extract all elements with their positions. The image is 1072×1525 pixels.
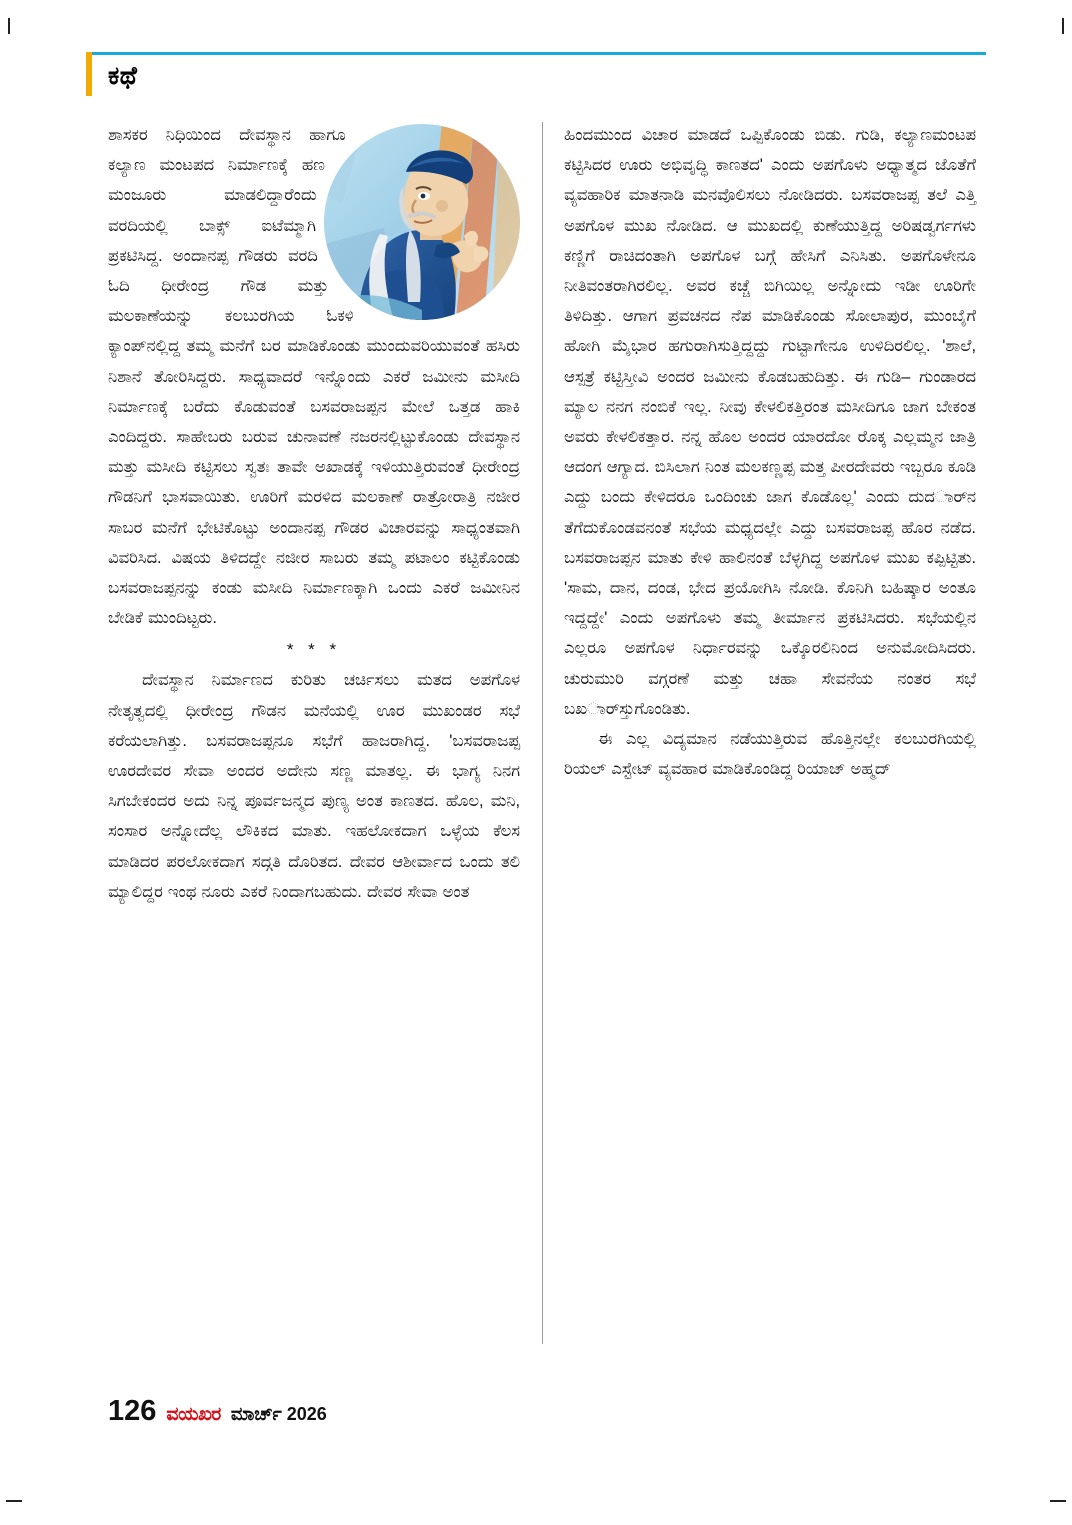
article-body [108, 120, 976, 1350]
folio-number: 126 [108, 1395, 157, 1427]
crop-mark-top-right [1062, 18, 1064, 34]
section-kicker: ಕಥೆ [108, 62, 138, 90]
masthead-label: ವಯಖರ [166, 1404, 221, 1425]
paragraph: ಹಿಂದಮುಂದ ವಿಚಾರ ಮಾಡದೆ ಒಪ್ಪಿಕೊಂಡು ಬಿಡು. ಗುಡಿ, ಕಲ್ಯಾಣಮಂಟಪ ಕಟ್ಟಿಸಿದರ ಊರು ಅಭಿವೃದ್ಧಿ ಕಾಣತದ' ಎಂದು ಅಪಗೊಳು ಅಧ್ಯಾತ್ಮದ ಜೊತೆಗೆ ವ್ಯವಹಾರಿಕ ಮಾತನಾಡಿ ಮನವೊಲಿಸಲು ನೋಡಿದರು. ಬಸವರಾಜಪ್ಪ ತಲೆ ಎತ್ತಿ ಅಪಗೊಳ ಮುಖ ನೋಡಿದ. ಆ ಮುಖದಲ್ಲಿ ಕುಣೆಯುತ್ತಿದ್ದ ಅರಿಷಡ್ವರ್ಗಗಳು ಕಣ್ಣಿಗೆ ರಾಚಿದಂತಾಗಿ ಅಪಗೊಳ ಬಗ್ಗೆ ಹೇಸಿಗೆ ಎನಿಸಿತು. ಅಪಗೊಳೇನೂ ನೀತಿವಂತರಾಗಿರಲಿಲ್ಲ. ಅವರ ಕಚ್ಚೆ ಬಿಗಿಯಿಲ್ಲ ಅನ್ನೋದು ಇಡೀ ಊರಿಗೇ ತಿಳಿದಿತ್ತು. ಆಗಾಗ ಪ್ರವಚನದ ನೆಪ ಮಾಡಿಕೊಂಡು ಸೋಲಾಪುರ, ಮುಂಬೈಗೆ ಹೋಗಿ ಮೈಭಾರ ಹಗುರಾಗಿಸುತ್ತಿದ್ದದ್ದು ಗುಟ್ಟಾಗೇನೂ ಉಳಿದಿರಲಿಲ್ಲ. 'ಶಾಲೆ, ಆಸ್ಪತ್ರೆ ಕಟ್ಟಿಸ್ತೀವಿ ಅಂದರ ಜಮೀನು ಕೊಡಬಹುದಿತ್ತು. ಈ ಗುಡಿ– ಗುಂಡಾರದ ಮ್ಯಾಲ ನನಗ ನಂಬಿಕೆ ಇಲ್ಲ. ನೀವು ಕೇಳಲಿಕತ್ತಿರಂತ ಮಸೀದಿಗೂ ಜಾಗ ಬೇಕಂತ ಅವರು ಕೇಳಲಿಕತ್ತಾರ. ನನ್ನ ಹೊಲ ಅಂದರ ಯಾರದೋ ರೊಕ್ಕ ಎಲ್ಲಮ್ಮನ ಜಾತ್ರಿ ಆದಂಗ ಆಗ್ಯಾದ. ಬಿಸಿಲಾಗ ನಿಂತ ಮಲಕಣ್ಣಪ್ಪ ಮತ್ತ ಪೀರದೇವರು ಇಬ್ಬರೂ ಕೂಡಿ ಎದ್ದು ಬಂದು ಕೇಳಿದರೂ ಒಂದಿಂಚು ಜಾಗ ಕೊಡೊಲ್ಲ' ಎಂದು ದುದರ್ಾನ ತೆಗೆದುಕೊಂಡವನಂತೆ ಸಭೆಯ ಮಧ್ಯದಲ್ಲೇ ಎದ್ದು ಬಸವರಾಜಪ್ಪ ಹೊರ ನಡೆದ. ಬಸವರಾಜಪ್ಪನ ಮಾತು ಕೇಳಿ ಹಾಲಿನಂತೆ ಬೆಳ್ಳಗಿದ್ದ ಅಪಗೊಳ ಮುಖ ಕಪ್ಪಿಟ್ಟಿತು. 'ಸಾಮ, ದಾನ, ದಂಡ, ಭೇದ ಪ್ರಯೋಗಿಸಿ ನೋಡಿ. ಕೊನಿಗಿ ಬಹಿಷ್ಕಾರ ಅಂತೂ ಇದ್ದದ್ದೇ' ಎಂದು ಅಪಗೊಳು ತಮ್ಮ ತೀರ್ಮಾನ ಪ್ರಕಟಿಸಿದರು. ಸಭೆಯಲ್ಲಿನ ಎಲ್ಲರೂ ಅಪಗೊಳ ನಿರ್ಧಾರವನ್ನು ಒಕ್ಕೊರಲಿನಿಂದ ಅನುಮೋದಿಸಿದರು. ಚುರುಮುರಿ ವಗ್ಗರಣೆ ಮತ್ತು ಚಹಾ ಸೇವನೆಯ ನಂತರ ಸಭೆ ಬಖರ್ಾಸ್ತುಗೊಂಡಿತು. [564, 126, 976, 718]
issue-date: ಮಾರ್ಚ್ 2026 [230, 1404, 327, 1424]
paragraph: ದೇವಸ್ಥಾನ ನಿರ್ಮಾಣದ ಕುರಿತು ಚರ್ಚಿಸಲು ಮತದ ಅಪಗೊಳ ನೇತೃತ್ವದಲ್ಲಿ ಧೀರೇಂದ್ರ ಗೌಡನ ಮನೆಯಲ್ಲಿ ಊರ ಮುಖಂಡರ ಸಭೆ ಕರೆಯಲಾಗಿತ್ತು. ಬಸವರಾಜಪ್ಪನೂ ಸಭೆಗೆ ಹಾಜರಾಗಿದ್ದ. 'ಬಸವರಾಜಪ್ಪ ಊರದೇವರ ಸೇವಾ ಅಂದರ ಅದೇನು ಸಣ್ಣ ಮಾತಲ್ಲ. ಈ ಭಾಗ್ಯ ನಿನಗ ಸಿಗಬೇಕಂದರ ಅದು ನಿನ್ನ ಪೂರ್ವಜನ್ಮದ ಪುಣ್ಯ ಅಂತ ಕಾಣತದ. ಹೊಲ, ಮನಿ, ಸಂಸಾರ ಅನ್ನೋದೆಲ್ಲ ಲೌಕಿಕದ ಮಾತು. ಇಹಲೋಕದಾಗ ಒಳ್ಳೆಯ ಕೆಲಸ ಮಾಡಿದರ ಪರಲೋಕದಾಗ ಸದ್ಗತಿ ದೊರಿತದ. ದೇವರ ಆಶೀರ್ವಾದ ಒಂದು ತಲಿ ಮ್ಯಾಲಿದ್ದರ ಇಂಥ ನೂರು ಎಕರೆ ನಿಂದಾಗಬಹುದು. ದೇವರ ಸೇವಾ ಅಂತ [108, 671, 520, 901]
column-left [108, 120, 520, 1350]
scene-separator: * * * [286, 640, 342, 660]
paragraph: ಈ ಎಲ್ಲ ವಿದ್ಯಮಾನ ನಡೆಯುತ್ತಿರುವ ಹೊತ್ತಿನಲ್ಲೇ ಕಲಬುರಗಿಯಲ್ಲಿ ರಿಯಲ್ ಎಸ್ಟೇಟ್ ವ್ಯವಹಾರ ಮಾಡಿಕೊಂಡಿದ್ದ ರಿಯಾಜ್ ಅಹ್ಮದ್ [564, 730, 976, 779]
header-accent-tab [86, 52, 92, 96]
crop-mark-bottom-left [6, 1500, 22, 1502]
column-right [564, 120, 976, 1350]
illustration-wrapper [324, 124, 520, 320]
crop-mark-bottom-right [1050, 1500, 1066, 1502]
man-with-turban-illustration [324, 124, 520, 320]
column-divider [542, 122, 543, 1344]
header-rule [86, 52, 986, 55]
crop-mark-top-left [8, 18, 10, 34]
page-header [86, 52, 986, 91]
page-footer [108, 1395, 327, 1428]
paragraph: ಶಾಸಕರ ನಿಧಿಯಿಂದ ದೇವಸ್ಥಾನ ಹಾಗೂ ಕಲ್ಯಾಣ ಮಂಟಪದ ನಿರ್ಮಾಣಕ್ಕೆ ಹಣ ಮಂಜೂರು ಮಾಡಲಿದ್ದಾರೆಂದು ವರದಿಯಲ್ಲಿ ಬಾಕ್ಸ್ ಐಟೆಮ್ಮಾಗಿ ಪ್ರಕಟಿಸಿದ್ದ. ಅಂದಾನಪ್ಪ ಗೌಡರು ವರದಿ ಓದಿ ಧೀರೇಂದ್ರ ಗೌಡ ಮತ್ತು ಮಲಕಾಣೆಯನ್ನು ಕಲಬುರಗಿಯ ಓಕಳಿ ಕ್ಯಾಂಪ್‌ನಲ್ಲಿದ್ದ ತಮ್ಮ ಮನೆಗೆ ಬರ ಮಾಡಿಕೊಂಡು ಮುಂದುವರಿಯುವಂತೆ ಹಸಿರು ನಿಶಾನೆ ತೋರಿಸಿದ್ದರು. ಸಾಧ್ಯವಾದರೆ ಇನ್ನೊಂದು ಎಕರೆ ಜಮೀನು ಮಸೀದಿ ನಿರ್ಮಾಣಕ್ಕೆ ಬರೆದು ಕೊಡುವಂತೆ ಬಸವರಾಜಪ್ಪನ ಮೇಲೆ ಒತ್ತಡ ಹಾಕಿ ಎಂದಿದ್ದರು. ಸಾಹೇಬರು ಬರುವ ಚುನಾವಣೆ ನಜರನಲ್ಲಿಟ್ಟುಕೊಂಡು ದೇವಸ್ಥಾನ ಮತ್ತು ಮಸೀದಿ ಕಟ್ಟಿಸಲು ಸ್ವತಃ ತಾವೇ ಅಖಾಡಕ್ಕೆ ಇಳಿಯುತ್ತಿರುವಂತೆ ಧೀರೇಂದ್ರ ಗೌಡನಿಗೆ ಭಾಸವಾಯಿತು. ಊರಿಗೆ ಮರಳಿದ ಮಲಕಾಣೆ ರಾತ್ರೋರಾತ್ರಿ ನಜೀರ ಸಾಬರ ಮನೆಗೆ ಭೇಟಿಕೊಟ್ಟು ಅಂದಾನಪ್ಪ ಗೌಡರ ವಿಚಾರವನ್ನು ಸಾಧ್ಯಂತವಾಗಿ ವಿವರಿಸಿದ. ವಿಷಯ ತಿಳಿದದ್ದೇ ನಜೀರ ಸಾಬರು ತಮ್ಮ ಪಟಾಲಂ ಕಟ್ಟಿಕೊಂಡು ಬಸವರಾಜಪ್ಪನನ್ನು ಕಂಡು ಮಸೀದಿ ನಿರ್ಮಾಣಕ್ಕಾಗಿ ಒಂದು ಎಕರೆ ಜಮೀನಿನ ಬೇಡಿಕೆ ಮುಂದಿಟ್ಟರು. [108, 126, 520, 628]
